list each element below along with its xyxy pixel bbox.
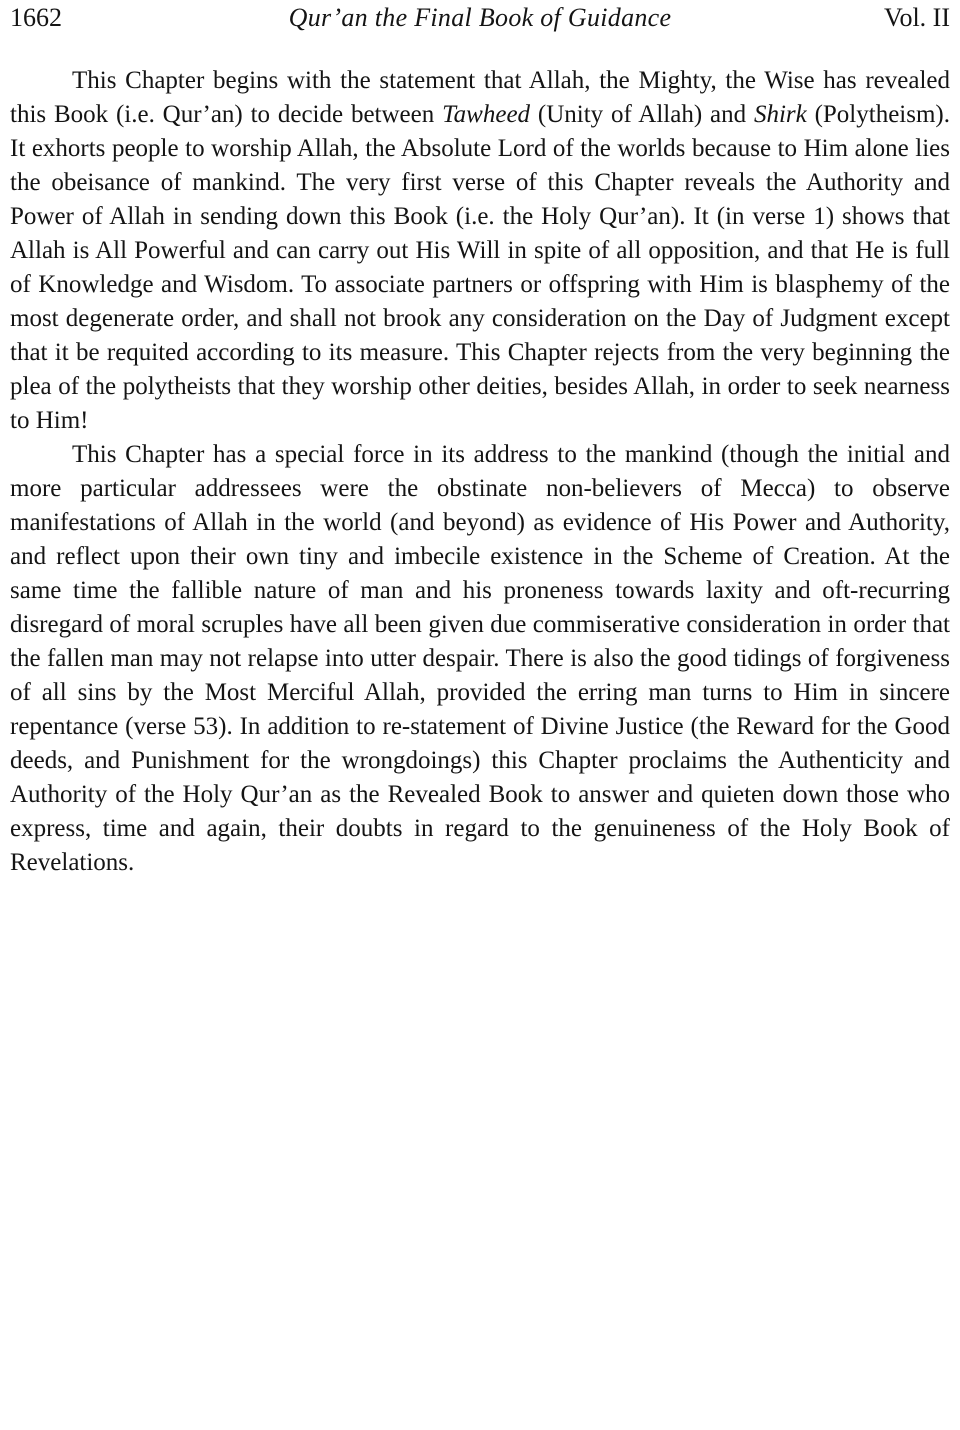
running-title: Qur’an the Final Book of Guidance [288, 3, 672, 32]
paragraph-1-part-3: (Polytheism). It exhorts people to worship Allah, the Absolute Lord of the worlds because to Him alone lies the obeisance of mankind. The very first verse of this Chapter reveals the Authority and Power of Allah in sending down this Book (i.e. the Holy Qur’an). It (in verse 1) shows that Allah is All Powerful and can carry out His Will in spite of all opposition, and that He is full of Knowledge and Wisdom. To associate partners or offspring with Him is blasphemy of the most degenerate order, and shall not brook any consideration on the Day of Judgment except that it be requited according to its measure. This Chapter rejects from the very beginning the plea of the polytheists that they worship other deities, besides Allah, in order to seek nearness to Him! [10, 101, 950, 434]
term-tawheed: Tawheed [442, 101, 531, 128]
volume-label: Vol. II [884, 3, 950, 32]
paragraph-1-part-2: (Unity of Allah) and [530, 101, 754, 128]
page-number: 1662 [10, 3, 62, 32]
main-text [10, 64, 950, 880]
paragraph-1 [10, 64, 950, 438]
paragraph-1-part-1: This Chapter begins with the statement that Allah, the Mighty, the Wise has revealed this Book (i.e. Qur’an) to decide between [10, 67, 950, 128]
term-shirk: Shirk [753, 101, 807, 128]
paragraph-2: This Chapter has a special force in its address to the mankind (though the initial and more particular addressees were the obstinate non-believers of Mecca) to observe manifestations of Allah in the world (and beyond) as evidence of His Power and Authority, and reflect upon their own tiny and imbecile existence in the Scheme of Creation. At the same time the fallible nature of man and his proneness towards laxity and oft-recurring disregard of moral scruples have all been given due commiserative consideration in order that the fallen man may not relapse into utter despair. There is also the good tidings of forgiveness of all sins by the Most Merciful Allah, provided the erring man turns to Him in sincere repentance (verse 53). In addition to re-statement of Divine Justice (the Reward for the Good deeds, and Punishment for the wrongdoings) this Chapter proclaims the Authenticity and Authority of the Holy Qur’an as the Revealed Book to answer and quieten down those who express, time and again, their doubts in regard to the genuineness of the Holy Book of Revelations. [10, 441, 950, 876]
page-header [10, 0, 950, 36]
